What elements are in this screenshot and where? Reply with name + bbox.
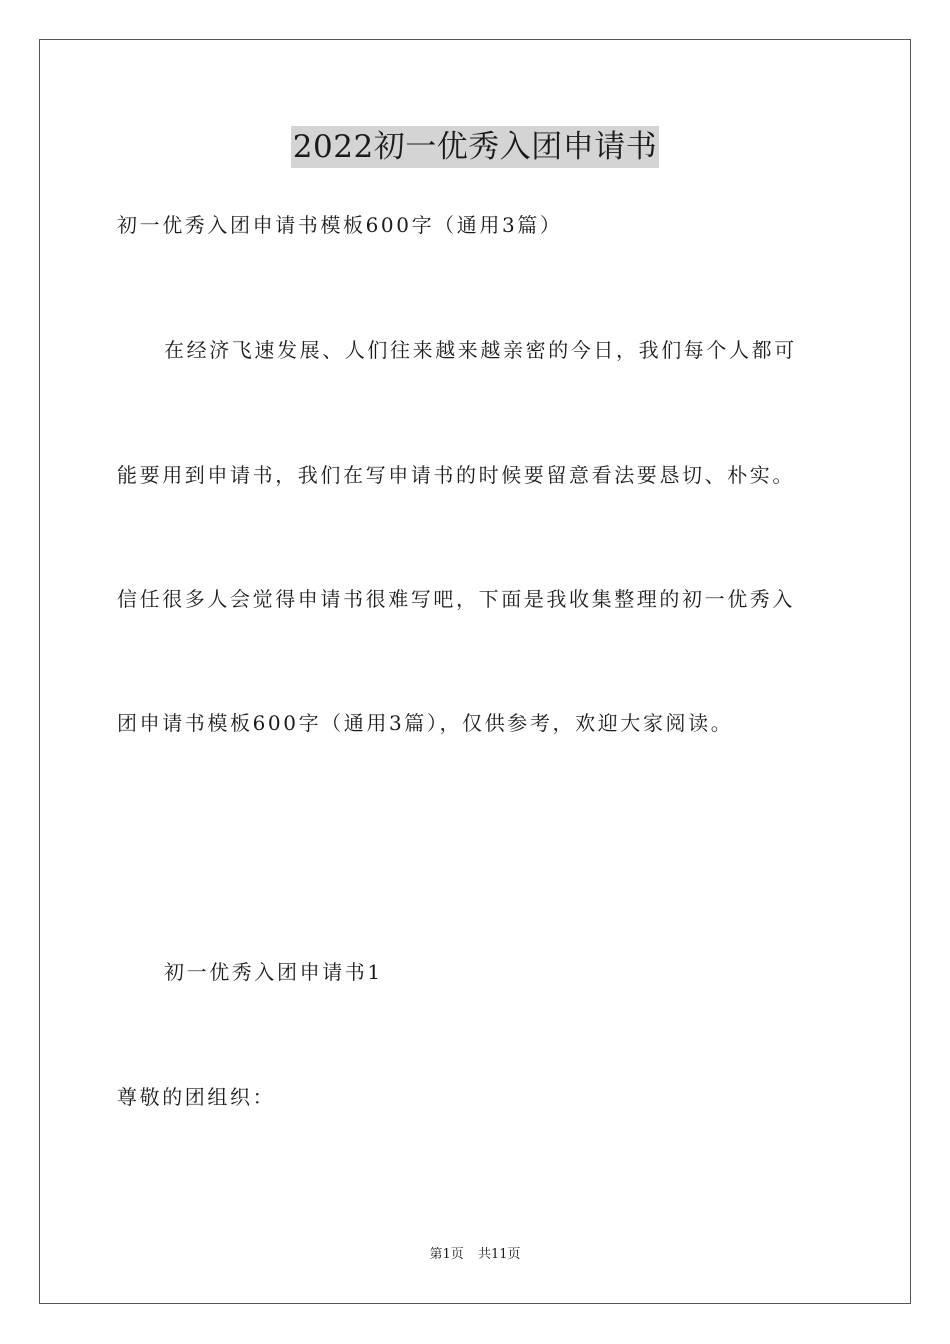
document-title: 2022初一优秀入团申请书 <box>291 126 659 168</box>
title-container <box>0 126 950 168</box>
page-number: 第1页 <box>429 1247 464 1262</box>
section-heading: 初一优秀入团申请书1 <box>164 960 383 984</box>
paragraph-line: 在经济飞速发展、人们往来越来越亲密的今日，我们每个人都可 <box>164 338 797 362</box>
paragraph-line: 能要用到申请书，我们在写申请书的时候要留意看法要恳切、朴实。 <box>117 463 795 487</box>
page-footer <box>0 1246 950 1264</box>
paragraph-line: 团申请书模板600字（通用3篇），仅供参考，欢迎大家阅读。 <box>117 711 734 735</box>
document-subtitle: 初一优秀入团申请书模板600字（通用3篇） <box>117 213 563 237</box>
page-total: 共11页 <box>477 1247 521 1262</box>
salutation: 尊敬的团组织： <box>117 1085 276 1109</box>
paragraph-line: 信任很多人会觉得申请书很难写吧，下面是我收集整理的初一优秀入 <box>117 587 795 611</box>
